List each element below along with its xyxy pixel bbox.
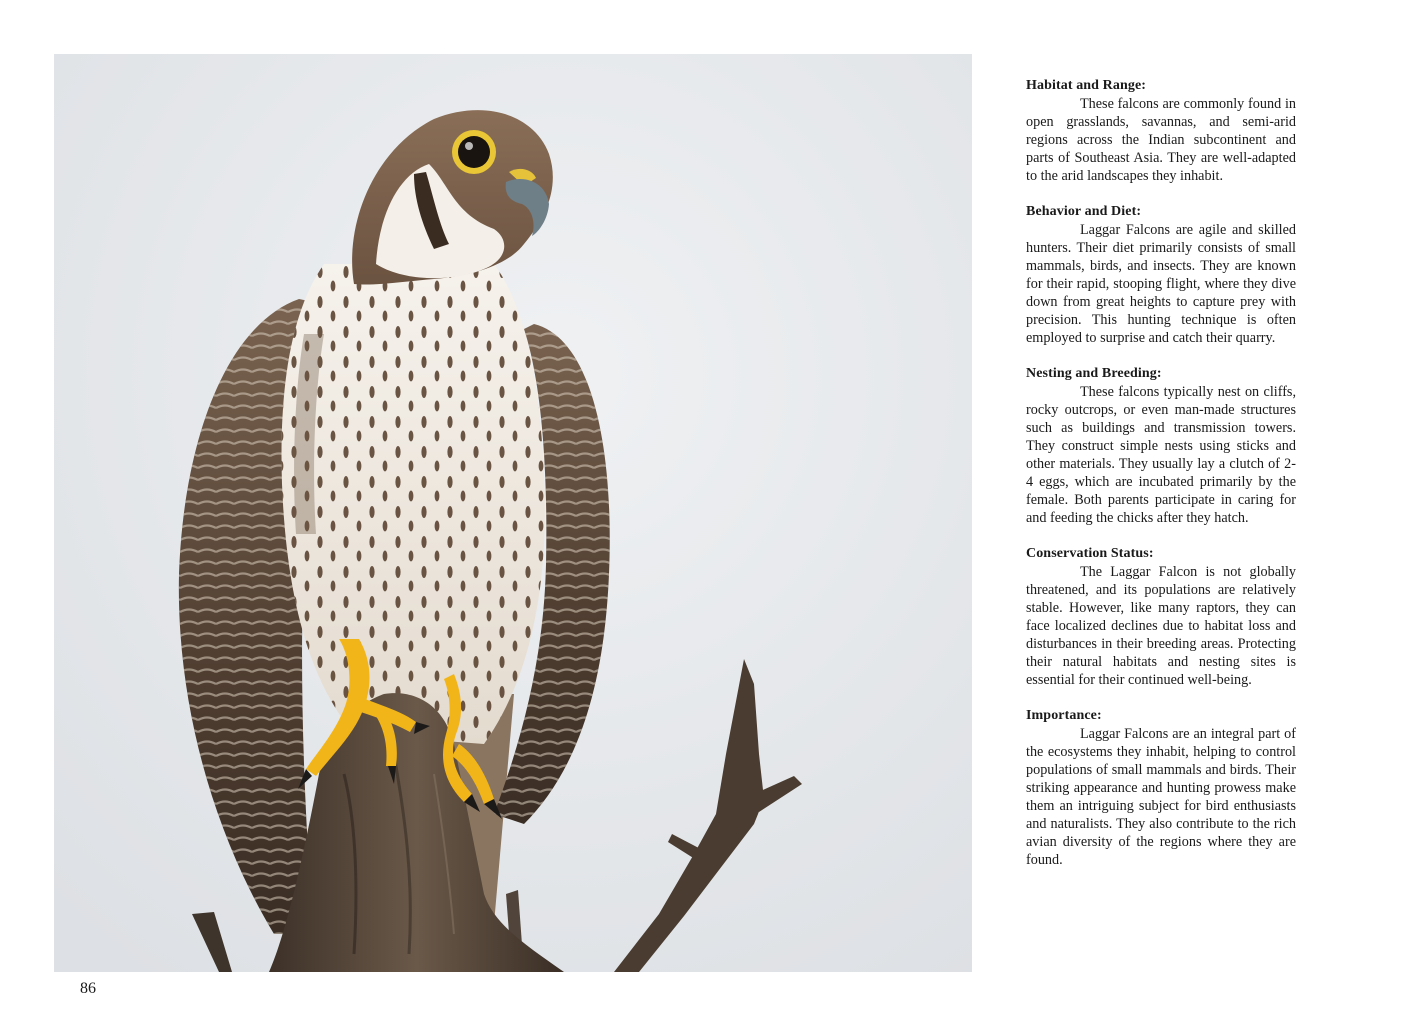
falcon-body — [281, 264, 544, 744]
falcon-illustration — [54, 54, 972, 972]
section-body: These falcons typically nest on cliffs, rocky outcrops, or even man-made structures such as buildings and transmission towers. They construct simple nests using sticks and other materials. They usually lay a clutch of 2-4 eggs, which are incubated primarily by the female. Both parents participate in caring for and feeding the chicks after they hatch. — [1026, 384, 1296, 526]
section-body: Laggar Falcons are agile and skilled hunters. Their diet primarily consists of small mammals, birds, and insects. They are known for their rapid, stooping flight, where they dive down from great heights to capture prey with precision. This hunting technique is often employed to surprise and catch their quarry. — [1026, 222, 1296, 346]
section-conservation-status — [1026, 545, 1296, 689]
page-number: 86 — [80, 980, 96, 997]
section-body: The Laggar Falcon is not globally threatened, and its populations are relatively stable. However, like many raptors, they can face localized declines due to habitat loss and disturbances in their breeding areas. Protecting their natural habitats and nesting sites is essential for their continued well-being. — [1026, 564, 1296, 688]
section-heading: Habitat and Range: — [1026, 78, 1147, 93]
section-nesting-and-breeding — [1026, 365, 1296, 527]
text-column — [1026, 77, 1296, 887]
falcon-photo — [54, 54, 972, 972]
section-heading: Behavior and Diet: — [1026, 204, 1142, 219]
section-heading: Importance: — [1026, 708, 1102, 723]
falcon-eye — [458, 136, 490, 168]
section-body: Laggar Falcons are an integral part of the ecosystems they inhabit, helping to control populations of small mammals and birds. Their striking appearance and hunting prowess make them an intriguing subject for bird enthusiasts and naturalists. They also contribute to the rich avian diversity of the regions where they are found. — [1026, 726, 1296, 868]
section-heading: Conservation Status: — [1026, 546, 1154, 561]
section-behavior-and-diet — [1026, 203, 1296, 347]
section-body: These falcons are commonly found in open grasslands, savannas, and semi-arid regions across the Indian subcontinent and parts of Southeast Asia. They are well-adapted to the arid landscapes they inhabit. — [1026, 96, 1296, 184]
section-importance — [1026, 707, 1296, 869]
section-heading: Nesting and Breeding: — [1026, 366, 1162, 381]
section-habitat-and-range — [1026, 77, 1296, 185]
